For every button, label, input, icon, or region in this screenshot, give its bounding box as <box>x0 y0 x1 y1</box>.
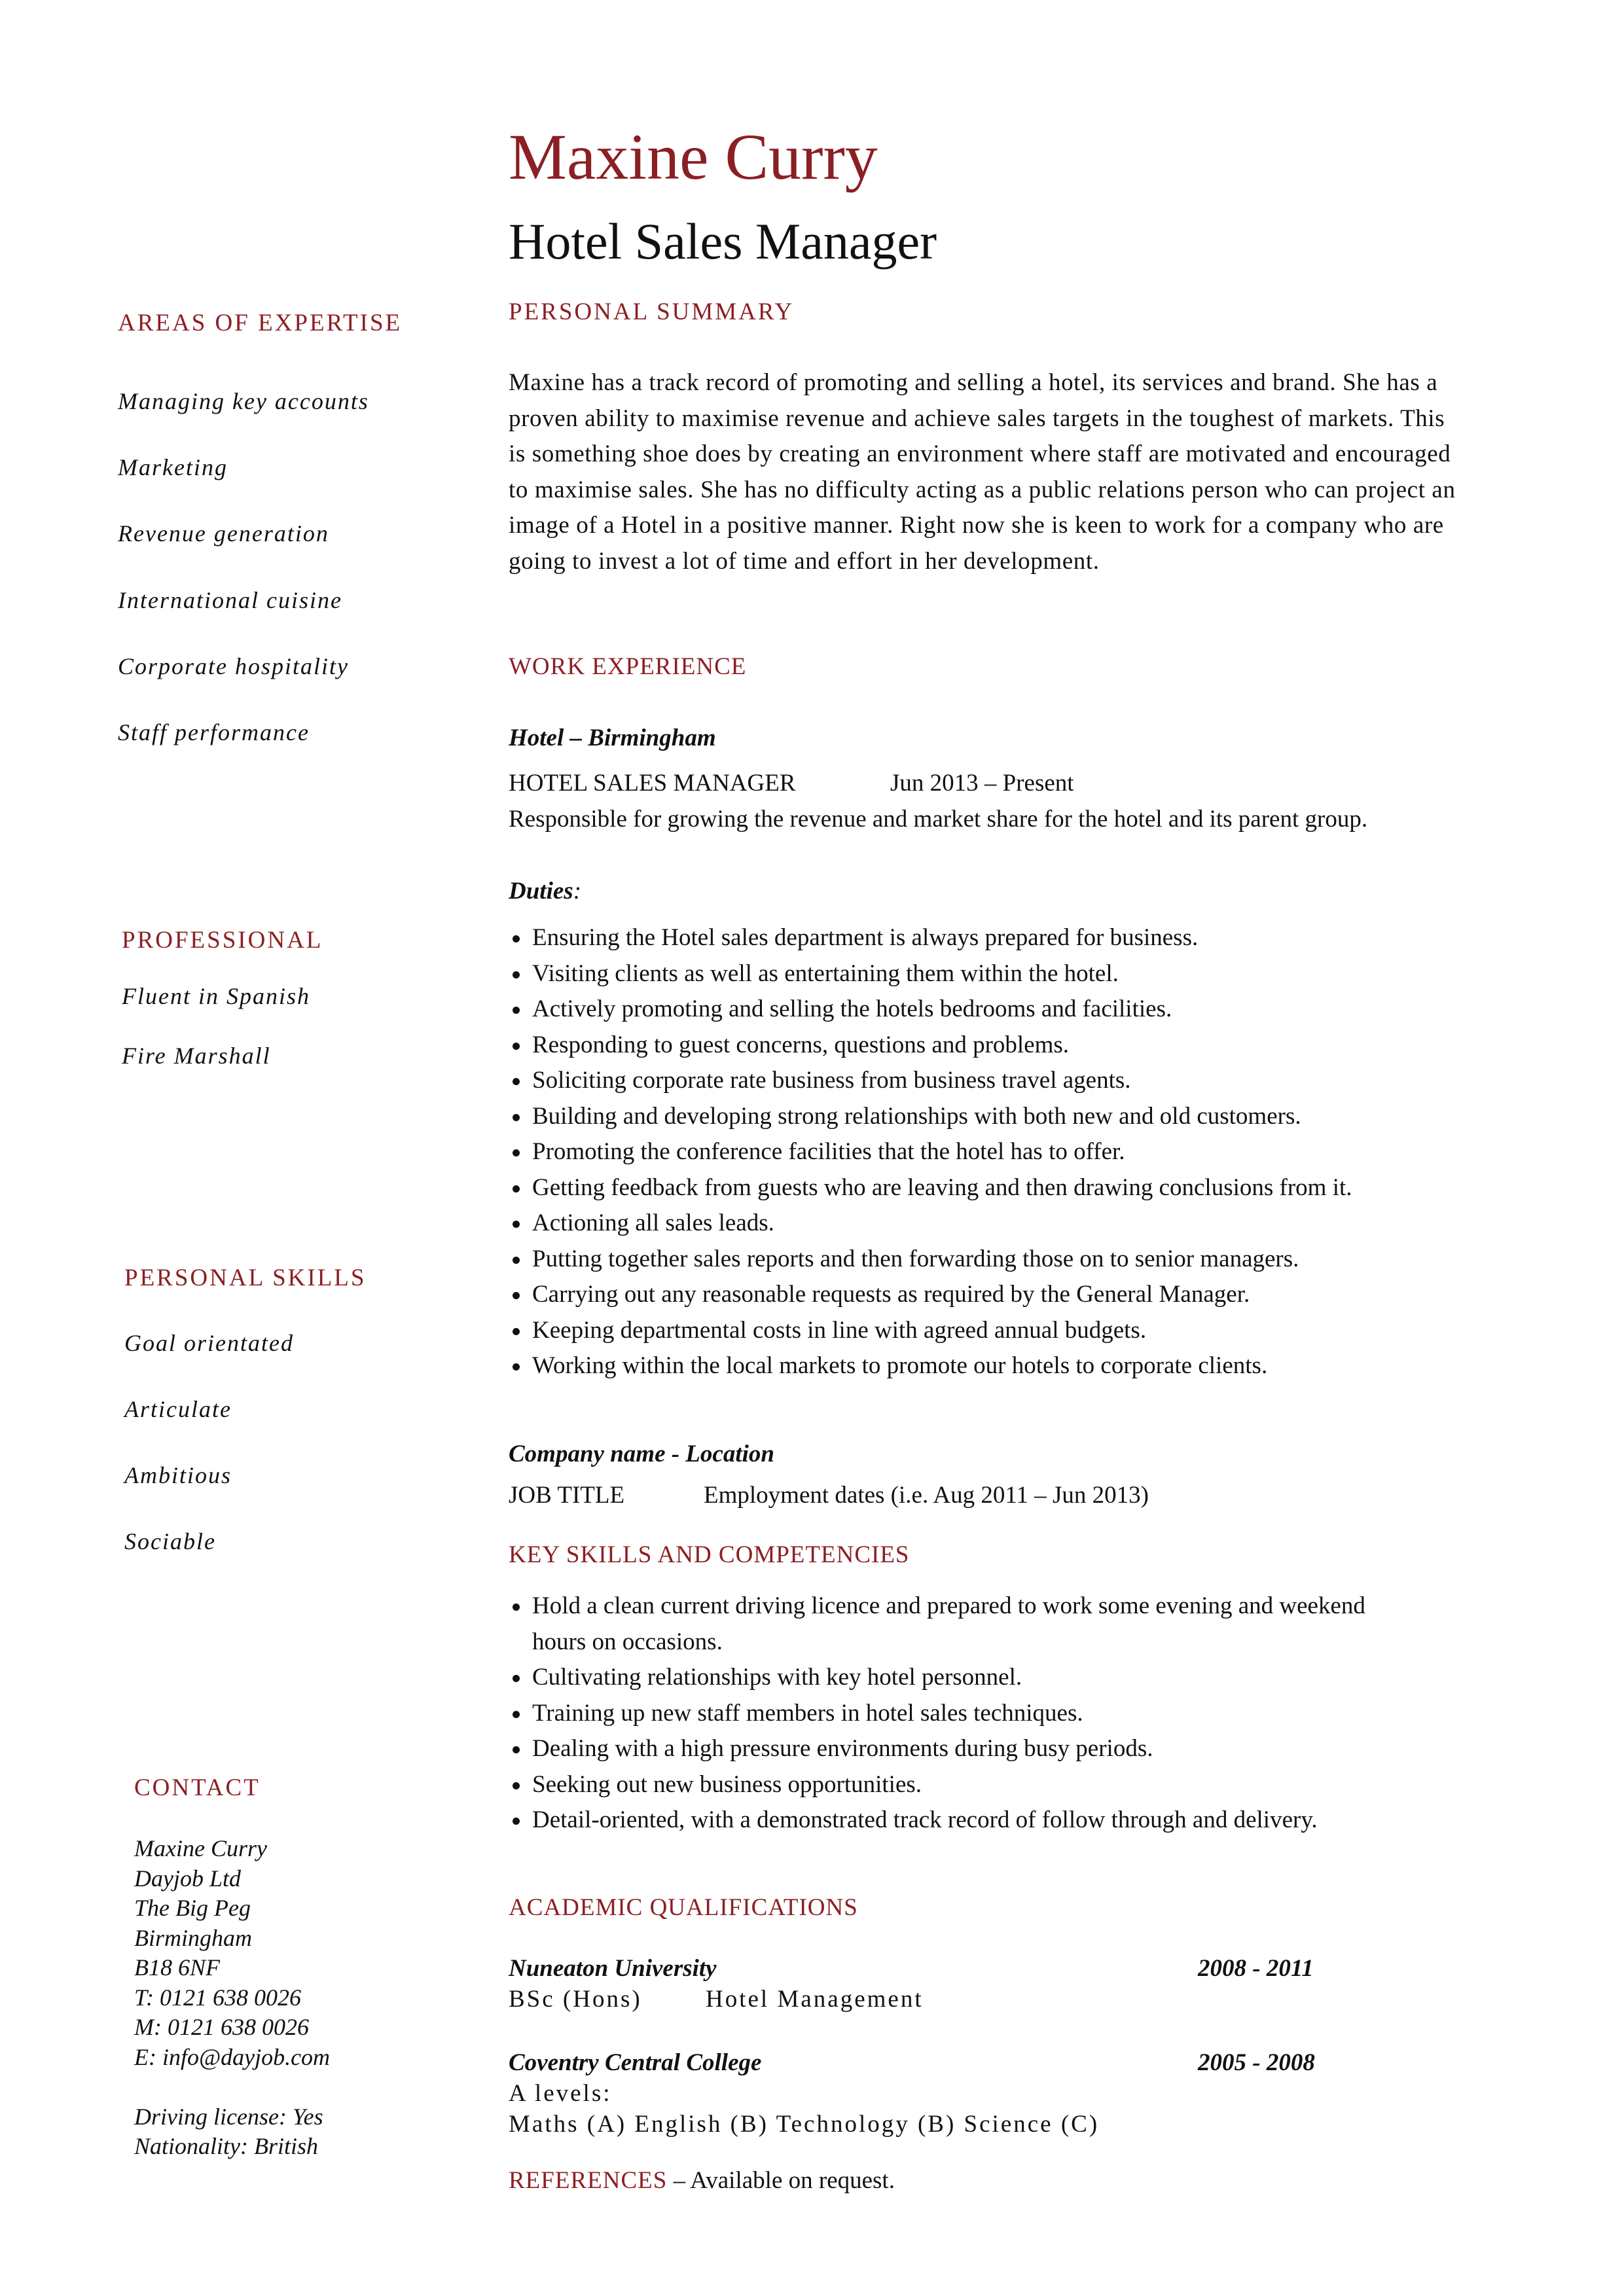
job2-role: JOB TITLE <box>509 1482 625 1509</box>
duty-item: Actively promoting and selling the hotels bedrooms and facilities. <box>509 992 1490 1028</box>
duties-colon: : <box>573 878 582 905</box>
contact-postcode: B18 6NF <box>134 1954 220 1981</box>
duty-item: Visiting clients as well as entertaining them within the hotel. <box>509 956 1490 992</box>
summary-text: Maxine has a track record of promoting and selling a hotel, its services and brand. She has a proven ability to maximise revenue and achieve sales targets in the toughest of markets. This is something shoe does by creating an environment where staff are motivated and encouraged to maximise sales. She has no difficulty acting as a public relations person who can project an image of a Hotel in a positive manner. Right now she is keen to work for a company who are going to invest a lot of time and effort in her development. <box>509 369 1456 575</box>
contact-address-line: The Big Peg <box>134 1895 251 1921</box>
academic-institution: Nuneaton University <box>509 1955 717 1982</box>
job2-employer: Company name - Location <box>509 1441 774 1467</box>
professional-item: Fire Marshall <box>122 1043 271 1069</box>
academic-years: 2005 - 2008 <box>1198 2049 1315 2076</box>
key-skill-item: Training up new staff members in hotel sales techniques. <box>509 1696 1379 1732</box>
job2-dates: Employment dates (i.e. Aug 2011 – Jun 2013) <box>704 1482 1149 1509</box>
expertise-item: International cuisine <box>118 587 342 613</box>
contact-spacer <box>134 2072 330 2102</box>
duty-item: Soliciting corporate rate business from business travel agents. <box>509 1063 1490 1099</box>
summary-heading: PERSONAL SUMMARY <box>509 298 795 325</box>
key-skills-list <box>509 1588 1379 1839</box>
references-line <box>509 2166 895 2195</box>
academic-subject: Hotel Management <box>706 1986 924 2013</box>
academic-level: A levels: <box>509 2080 612 2107</box>
academic-institution: Coventry Central College <box>509 2049 762 2076</box>
key-skill-item: Hold a clean current driving licence and prepared to work some evening and weekend hours on occasions. <box>509 1588 1379 1660</box>
skill-item: Ambitious <box>124 1462 232 1488</box>
skill-item: Articulate <box>124 1396 232 1422</box>
duty-item: Responding to guest concerns, questions and problems. <box>509 1028 1490 1064</box>
duty-item: Actioning all sales leads. <box>509 1206 1490 1242</box>
expertise-item: Corporate hospitality <box>118 653 350 679</box>
skill-item: Sociable <box>124 1528 216 1554</box>
academic-years: 2008 - 2011 <box>1198 1955 1314 1982</box>
expertise-item: Staff performance <box>118 719 310 745</box>
contact-mobile: M: 0121 638 0026 <box>134 2014 309 2040</box>
duties-label: Duties <box>509 878 573 905</box>
duty-item: Ensuring the Hotel sales department is always prepared for business. <box>509 920 1490 956</box>
key-skill-item: Seeking out new business opportunities. <box>509 1767 1379 1803</box>
duty-item: Carrying out any reasonable requests as required by the General Manager. <box>509 1277 1490 1313</box>
academic-grades: Maths (A) English (B) Technology (B) Science (C) <box>509 2111 1100 2138</box>
academic-heading: ACADEMIC QUALIFICATIONS <box>509 1894 858 1921</box>
professional-heading: PROFESSIONAL <box>122 927 323 954</box>
job1-description: Responsible for growing the revenue and market share for the hotel and its parent group. <box>509 806 1368 833</box>
expertise-item: Revenue generation <box>118 520 329 547</box>
candidate-name: Maxine Curry <box>509 120 878 193</box>
personal-skills-heading: PERSONAL SKILLS <box>124 1265 367 1291</box>
contact-block <box>134 1834 330 2162</box>
duty-item: Promoting the conference facilities that the hotel has to offer. <box>509 1134 1490 1170</box>
job1-employer: Hotel – Birmingham <box>509 725 716 751</box>
duties-label-line <box>509 877 581 905</box>
references-label: REFERENCES <box>509 2167 668 2194</box>
references-text: – Available on request. <box>673 2167 895 2194</box>
contact-heading: CONTACT <box>134 1774 261 1801</box>
job1-dates: Jun 2013 – Present <box>890 770 1074 797</box>
duty-item: Working within the local markets to promote our hotels to corporate clients. <box>509 1348 1490 1384</box>
contact-company: Dayjob Ltd <box>134 1865 242 1892</box>
key-skill-item: Dealing with a high pressure environments during busy periods. <box>509 1731 1379 1767</box>
duty-item: Keeping departmental costs in line with agreed annual budgets. <box>509 1313 1490 1349</box>
duty-item: Putting together sales reports and then forwarding those on to senior managers. <box>509 1242 1490 1278</box>
contact-driving-license: Driving license: Yes <box>134 2103 323 2130</box>
contact-name: Maxine Curry <box>134 1835 267 1861</box>
professional-item: Fluent in Spanish <box>122 983 310 1009</box>
contact-city: Birmingham <box>134 1924 252 1951</box>
contact-email: E: info@dayjob.com <box>134 2043 331 2070</box>
key-skills-heading: KEY SKILLS AND COMPETENCIES <box>509 1541 910 1568</box>
academic-degree: BSc (Hons) <box>509 1986 642 2013</box>
expertise-item: Marketing <box>118 454 228 480</box>
duty-item: Building and developing strong relationships with both new and old customers. <box>509 1099 1490 1135</box>
contact-telephone: T: 0121 638 0026 <box>134 1984 302 2011</box>
contact-nationality: Nationality: British <box>134 2133 319 2159</box>
duties-list <box>509 920 1490 1384</box>
expertise-heading: AREAS OF EXPERTISE <box>118 310 403 336</box>
skill-item: Goal orientated <box>124 1330 294 1356</box>
work-experience-heading: WORK EXPERIENCE <box>509 653 747 680</box>
key-skill-item: Cultivating relationships with key hotel personnel. <box>509 1660 1379 1696</box>
key-skill-item: Detail-oriented, with a demonstrated track record of follow through and delivery. <box>509 1803 1379 1839</box>
duty-item: Getting feedback from guests who are leaving and then drawing conclusions from it. <box>509 1170 1490 1206</box>
job1-role: HOTEL SALES MANAGER <box>509 770 796 797</box>
expertise-item: Managing key accounts <box>118 388 369 414</box>
job-title: Hotel Sales Manager <box>509 213 937 270</box>
